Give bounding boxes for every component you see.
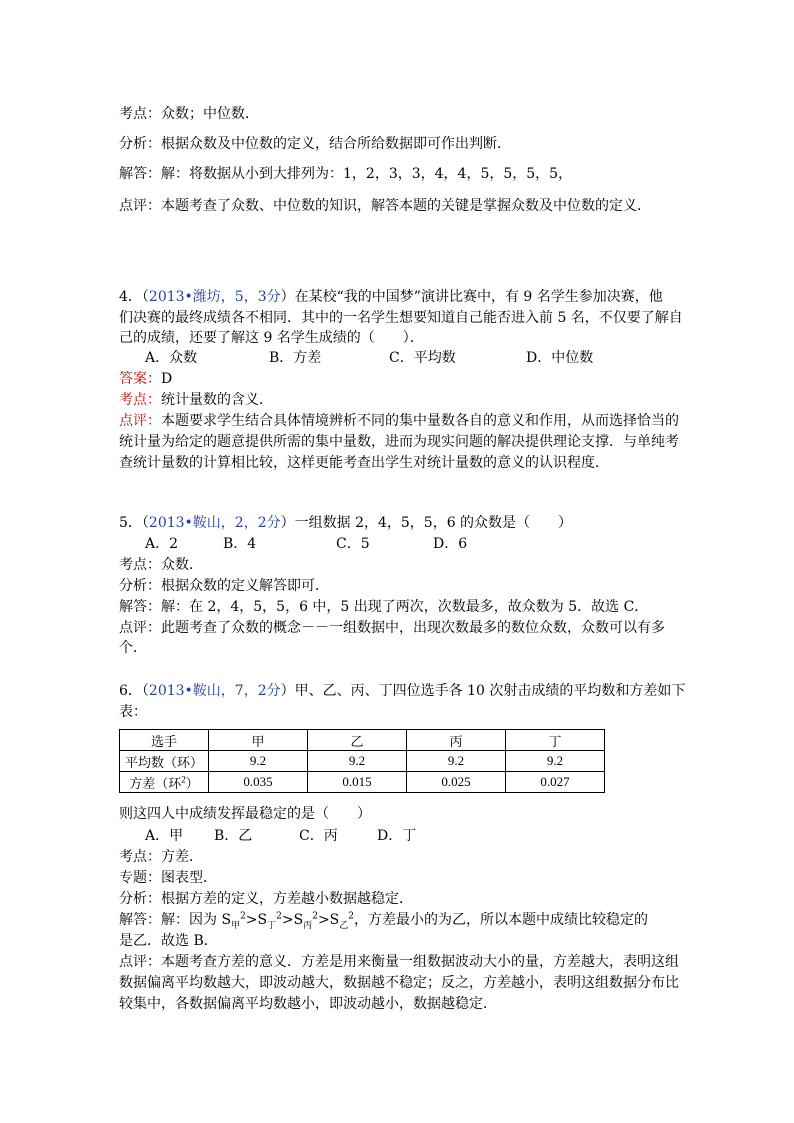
table-cell: 0.015 <box>308 772 407 793</box>
q5-number: 5．（ <box>119 515 149 531</box>
q4-answer <box>119 369 689 389</box>
q5-option-d: D．6 <box>433 536 468 552</box>
q3-kaodian: 考点：众数；中位数． <box>119 106 259 122</box>
q6-option-c: C．丙 <box>299 828 338 844</box>
q4-stem-1: ）在某校“我的中国梦”演讲比赛中，有 9 名学生参加决赛，他 <box>280 289 663 305</box>
q6-source: 2013•鞍山，7，2分 <box>148 683 281 699</box>
table-cell: 0.035 <box>209 772 308 793</box>
table-header-cell: 选手 <box>120 730 209 751</box>
q5-source: 2013•鞍山，2，2分 <box>148 515 281 531</box>
q4-option-b: B．方差 <box>269 350 322 366</box>
q4-answer-value: D <box>161 371 173 387</box>
q4-number: 4．（ <box>119 289 149 305</box>
q5-option-a: A．2 <box>145 536 179 552</box>
q5-option-c: C．5 <box>336 536 370 552</box>
q6-jieda-line1 <box>119 910 689 930</box>
q6-option-d: D．丁 <box>377 828 417 844</box>
gt-s: >S <box>317 912 340 928</box>
table-header-cell: 丙 <box>407 730 506 751</box>
variance-label-sup: 2 <box>181 774 186 785</box>
q6-question: 则这四人中成绩发挥最稳定的是（ ） <box>119 806 371 822</box>
subscript: 甲 <box>231 920 241 931</box>
table-cell: 0.025 <box>407 772 506 793</box>
q4-stem-line2: 们决赛的最终成绩各不相同．其中的一名学生想要知道自己能否进入前 5 名，不仅要了解自 <box>119 310 683 326</box>
q4-stem-line1 <box>119 287 689 307</box>
table-cell: 9.2 <box>209 751 308 772</box>
q6-stem-line2: 表： <box>119 704 147 720</box>
variance-table <box>119 729 605 793</box>
q4-kaodian-text: 统计量数的含义． <box>161 392 273 408</box>
table-header-cell: 甲 <box>209 730 308 751</box>
table-header-cell: 乙 <box>308 730 407 751</box>
q6-dianping-line3: 较集中，各数据偏离平均数越小，即波动越小，数据越稳定． <box>119 996 497 1012</box>
q4-kaodian <box>119 390 689 410</box>
q5-option-b: B．4 <box>223 536 257 552</box>
q4-source: 2013•潍坊，5，3分 <box>148 289 281 305</box>
q6-jieda-line2: 是乙．故选 B． <box>119 933 218 949</box>
q6-jieda-prefix: 解答：解：因为 S <box>119 912 232 928</box>
q5-stem-text: ）一组数据 2，4，5，5，6 的众数是（ ） <box>280 515 573 531</box>
q3-dianping: 点评：本题考查了众数、中位数的知识，解答本题的关键是掌握众数及中位数的定义． <box>119 198 651 214</box>
q6-number: 6．（ <box>119 683 149 699</box>
q4-dianping-1: 本题要求学生结合具体情境辨析不同的集中量数各自的意义和作用，从而选择恰当的 <box>161 413 679 429</box>
q4-answer-label: 答案： <box>119 371 161 387</box>
table-cell: 0.027 <box>506 772 605 793</box>
q6-stem-1: ）甲、乙、丙、丁四位选手各 10 次射击成绩的平均数和方差如下 <box>280 683 686 699</box>
q5-jieda: 解答：解：在 2，4，5，5，6 中，5 出现了两次，次数最多，故众数为 5．故选 C． <box>119 599 649 615</box>
q4-dianping-line3: 查统计量数的计算相比较，这样更能考查出学生对统计量数的意义的认识程度． <box>119 455 609 471</box>
superscript: 2 <box>348 911 355 922</box>
q6-dianping-line1: 点评：本题考查方差的意义．方差是用来衡量一组数据波动大小的量，方差越大，表明这组 <box>119 954 679 970</box>
q6-kaodian: 考点：方差． <box>119 849 203 865</box>
q3-fenxi: 分析：根据众数及中位数的定义，结合所给数据即可作出判断． <box>119 136 511 152</box>
table-row-mean <box>120 751 605 772</box>
variance-label-close: ） <box>185 775 199 791</box>
table-row-label <box>120 772 209 793</box>
table-row-variance <box>120 772 605 793</box>
table-cell: 9.2 <box>506 751 605 772</box>
q6-fenxi: 分析：根据方差的定义，方差越小数据越稳定． <box>119 891 413 907</box>
q5-kaodian: 考点：众数． <box>119 557 203 573</box>
q4-option-d: D．中位数 <box>526 350 594 366</box>
q4-dianping-label: 点评： <box>119 413 161 429</box>
q5-dianping-line2: 个． <box>119 640 147 656</box>
q6-option-b: B．乙 <box>214 828 253 844</box>
q4-option-a: A．众数 <box>145 350 198 366</box>
variance-label-text: 方差（环 <box>129 775 182 791</box>
table-cell: 9.2 <box>407 751 506 772</box>
q4-stem-line3: 己的成绩，还要了解这 9 名学生成绩的（ ）． <box>119 330 424 346</box>
q5-fenxi: 分析：根据众数的定义解答即可． <box>119 578 329 594</box>
table-cell: 9.2 <box>308 751 407 772</box>
gt-s: >S <box>281 912 304 928</box>
q6-zhuanti: 专题：图表型． <box>119 870 217 886</box>
q6-jieda-tail: ，方差最小的为乙，所以本题中成绩比较稳定的 <box>354 912 649 928</box>
q5-dianping-line1: 点评：此题考查了众数的概念－－一组数据中，出现次数最多的数位众数，众数可以有多 <box>119 620 665 636</box>
subscript: 丙 <box>303 920 313 931</box>
table-row-label: 平均数（环） <box>120 751 209 772</box>
q6-dianping-line2: 数据偏离平均数越大，即波动越大，数据越不稳定；反之，方差越小，表明这组数据分布比 <box>119 975 679 991</box>
q6-stem-line1 <box>119 681 689 701</box>
superscript: 2 <box>276 911 282 922</box>
subscript: 乙 <box>339 920 349 931</box>
q5-stem <box>119 513 689 533</box>
table-header-row <box>120 730 605 751</box>
gt-s: >S <box>245 912 268 928</box>
q4-kaodian-label: 考点： <box>119 392 161 408</box>
q4-dianping-line2: 统计量为给定的题意提供所需的集中量数，进而为现实问题的解决提供理论支撑．与单纯考 <box>119 434 679 450</box>
superscript: 2 <box>240 911 246 922</box>
subscript: 丁 <box>267 920 277 931</box>
q6-option-a: A．甲 <box>145 828 184 844</box>
q4-dianping-line1 <box>119 411 689 431</box>
table-header-cell: 丁 <box>506 730 605 751</box>
superscript: 2 <box>312 911 318 922</box>
q4-option-c: C．平均数 <box>389 350 456 366</box>
q3-jieda: 解答：解：将数据从小到大排列为：1，2，3，3，4，4，5，5，5，5， <box>119 166 573 182</box>
